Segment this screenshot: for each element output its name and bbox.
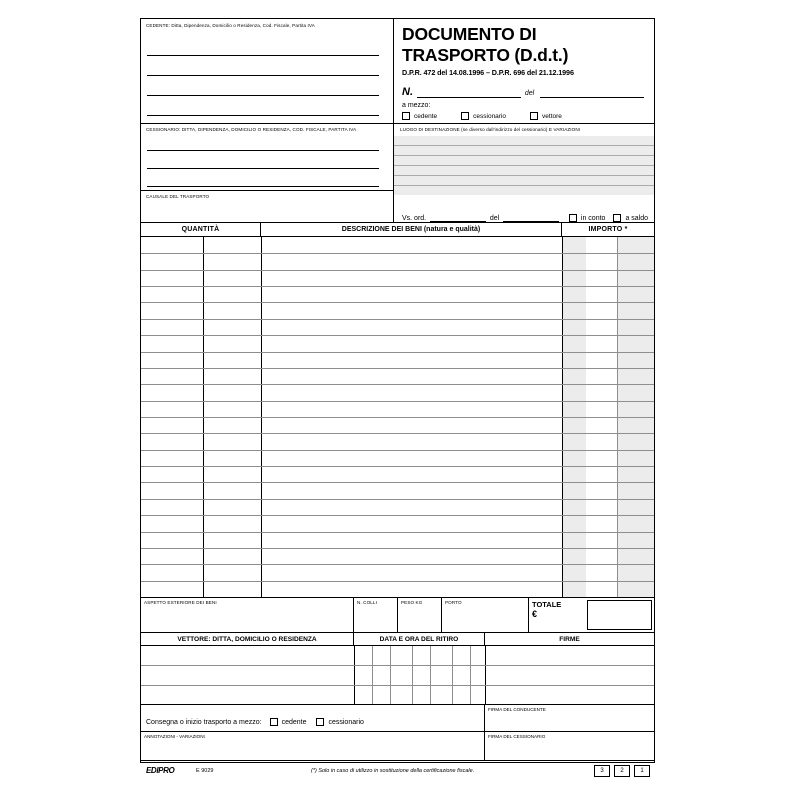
product-code: E 9029 bbox=[196, 768, 214, 774]
copy-indicator-1: 1 bbox=[634, 765, 650, 777]
cessionario-rule-2 bbox=[147, 168, 379, 169]
option-label: cessionario bbox=[328, 718, 364, 726]
law-reference: D.P.R. 472 del 14.08.1996 – D.P.R. 696 del 21.12.1996 bbox=[402, 68, 574, 77]
option-label: vettore bbox=[542, 112, 562, 120]
number-label: N. bbox=[402, 86, 413, 98]
porto-label: PORTO bbox=[442, 598, 529, 632]
vs-ord-input[interactable] bbox=[430, 210, 486, 222]
annotazioni-band[interactable] bbox=[141, 732, 654, 761]
checkbox-icon[interactable] bbox=[270, 718, 278, 726]
firma-cessionario-block[interactable] bbox=[485, 732, 654, 760]
currency-symbol: € bbox=[532, 609, 538, 619]
checkbox-option-in-conto[interactable] bbox=[569, 214, 606, 222]
copy-indicator-2: 2 bbox=[614, 765, 630, 777]
column-header-firme: FIRME bbox=[559, 635, 580, 643]
annotazioni-label: ANNOTAZIONI - VARIAZIONI bbox=[144, 734, 205, 739]
aspetto-band[interactable] bbox=[141, 598, 654, 633]
peso-label: PESO KG bbox=[398, 598, 442, 632]
consegna-band[interactable] bbox=[141, 705, 654, 732]
cedente-rule-1 bbox=[147, 55, 379, 56]
destinazione-line[interactable] bbox=[394, 146, 654, 156]
consegna-label: Consegna o inizio trasporto a mezzo: bbox=[146, 718, 262, 726]
date-input[interactable] bbox=[540, 86, 644, 98]
totale-input[interactable] bbox=[587, 600, 652, 630]
consegna-block[interactable] bbox=[141, 705, 485, 731]
number-input[interactable] bbox=[417, 86, 521, 98]
checkbox-option-consegna-cessionario[interactable] bbox=[316, 718, 363, 726]
vettore-body[interactable] bbox=[141, 646, 654, 705]
footer-band bbox=[141, 761, 654, 780]
copy-indicator-3: 3 bbox=[594, 765, 610, 777]
checkbox-icon[interactable] bbox=[569, 214, 577, 222]
cessionario-block[interactable] bbox=[141, 124, 394, 190]
cedente-block[interactable] bbox=[141, 19, 394, 123]
destinazione-line[interactable] bbox=[394, 186, 654, 195]
ordine-date-label: del bbox=[489, 215, 500, 222]
annotazioni-block[interactable] bbox=[141, 732, 485, 760]
cedente-rule-4 bbox=[147, 115, 379, 116]
option-label: cedente bbox=[281, 718, 307, 726]
destinazione-line[interactable] bbox=[394, 166, 654, 176]
checkbox-icon[interactable] bbox=[316, 718, 324, 726]
divider-firme bbox=[485, 646, 486, 704]
cessionario-rule-1 bbox=[147, 150, 379, 151]
firma-conducente-block[interactable] bbox=[485, 705, 654, 731]
column-header-descrizione: DESCRIZIONE DEI BENI (natura e qualità) bbox=[261, 223, 562, 236]
checkbox-icon[interactable] bbox=[530, 112, 538, 120]
option-label: cessionario bbox=[473, 112, 507, 120]
column-header-quantita: QUANTITÀ bbox=[141, 223, 261, 236]
copy-indicators bbox=[594, 765, 650, 777]
cedente-rule-2 bbox=[147, 75, 379, 76]
footnote: (*) Solo in caso di utilizzo in sostituzione della certificazione fiscale. bbox=[311, 767, 475, 774]
totale-block[interactable] bbox=[529, 598, 654, 632]
header-band bbox=[141, 19, 654, 124]
ddt-form bbox=[140, 18, 655, 775]
cessionario-band bbox=[141, 124, 654, 191]
totale-label: TOTALE bbox=[532, 600, 562, 609]
cedente-label: CEDENTE: Ditta, Dipendenza, Domicilio o Residenza, Cod. Fiscale, Partita IVA bbox=[146, 23, 315, 28]
destinazione-label: LUOGO DI DESTINAZIONE (se diverso dall'indirizzo del cessionario) E VARIAZIONI bbox=[400, 127, 581, 132]
firma-cessionario-label: FIRMA DEL CESSIONARIO bbox=[488, 734, 546, 739]
cessionario-rule-3 bbox=[147, 186, 379, 187]
destinazione-line[interactable] bbox=[394, 156, 654, 166]
destinazione-block[interactable] bbox=[394, 124, 654, 190]
causale-label: CAUSALE DEL TRASPORTO bbox=[146, 194, 210, 199]
cessionario-label: CESSIONARIO: DITTA, DIPENDENZA, DOMICILIO O RESIDENZA, COD. FISCALE, PARTITA IVA bbox=[146, 127, 357, 132]
destinazione-lines[interactable] bbox=[394, 136, 654, 195]
option-label: a saldo bbox=[625, 214, 649, 222]
checkbox-icon[interactable] bbox=[613, 214, 621, 222]
checkbox-icon[interactable] bbox=[461, 112, 469, 120]
aspetto-label: ASPETTO ESTERIORE DEI BENI bbox=[141, 598, 354, 632]
checkbox-icon[interactable] bbox=[402, 112, 410, 120]
causale-band bbox=[141, 191, 654, 223]
page-title: DOCUMENTO DI TRASPORTO (D.d.t.) bbox=[402, 24, 569, 65]
title-block bbox=[394, 19, 654, 123]
a-mezzo-label: a mezzo: bbox=[402, 102, 431, 109]
destinazione-line[interactable] bbox=[394, 176, 654, 186]
goods-table-header bbox=[141, 223, 654, 237]
vettore-header-row bbox=[141, 633, 654, 646]
causale-block[interactable] bbox=[141, 191, 394, 222]
firma-conducente-label: FIRMA DEL CONDUCENTE bbox=[488, 707, 546, 712]
brand-logo bbox=[146, 766, 174, 775]
number-date-row[interactable] bbox=[402, 86, 648, 98]
a-mezzo-options[interactable] bbox=[402, 112, 648, 120]
colli-label: N. COLLI bbox=[354, 598, 398, 632]
column-header-vettore: VETTORE: DITTA, DOMICILIO O RESIDENZA bbox=[141, 633, 354, 645]
vs-ord-label: Vs. ord. bbox=[402, 215, 427, 222]
date-label: del bbox=[524, 90, 535, 97]
checkbox-option-cessionario[interactable] bbox=[461, 112, 506, 120]
checkbox-option-consegna-cedente[interactable] bbox=[270, 718, 307, 726]
brand-name: EDIPRO bbox=[146, 766, 175, 775]
checkbox-option-vettore[interactable] bbox=[530, 112, 562, 120]
ordine-date-input[interactable] bbox=[503, 210, 559, 222]
data-ora-grid[interactable] bbox=[354, 646, 485, 704]
option-label: cedente bbox=[414, 112, 438, 120]
option-label: in conto bbox=[580, 214, 606, 222]
checkbox-option-a-saldo[interactable] bbox=[613, 214, 648, 222]
column-header-data-ora: DATA E ORA DEL RITIRO bbox=[354, 633, 485, 645]
goods-table-body[interactable] bbox=[141, 237, 654, 598]
column-header-importo: IMPORTO * bbox=[588, 226, 628, 233]
checkbox-option-cedente[interactable] bbox=[402, 112, 437, 120]
ordine-block[interactable] bbox=[394, 191, 654, 222]
destinazione-line[interactable] bbox=[394, 136, 654, 146]
cedente-rule-3 bbox=[147, 95, 379, 96]
